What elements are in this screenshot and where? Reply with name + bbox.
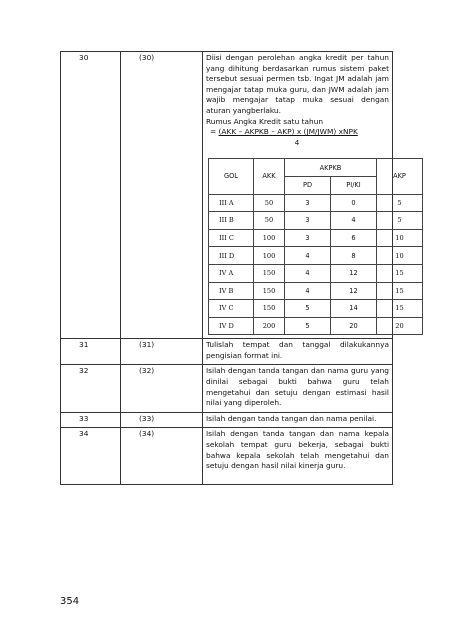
cell-pd: 3 [285, 212, 331, 230]
description-text: Diisi dengan perolehan angka kredit per tahun yang dihitung berdasarkan rumus sistem paket tersebut sesuai permen tsb. Ingat JM adalah jam mengajar tatap muka guru, dan JWM adalah jam wajib mengajar tatap muka sesuai dengan aturan yangberlaku. [206, 53, 389, 115]
cell-pi-ki: 6 [331, 229, 377, 247]
row-number: 32 [61, 365, 121, 412]
table-row [209, 317, 423, 335]
cell-pi-ki: 12 [331, 282, 377, 300]
row-description: Isilah dengan tanda tangan dan nama guru yang dinilai sebagai bukti bahwa guru telah mengetahui dan setuju dengan estimasi hasil nilai yang diperoleh. [203, 365, 393, 412]
row-number: 34 [61, 428, 121, 485]
cell-pd: 3 [285, 229, 331, 247]
cell-akk: 150 [254, 282, 285, 300]
cell-pi-ki: 20 [331, 317, 377, 335]
table-row [209, 194, 423, 212]
formula-numerator: (AKK – AKPKB – AKP) x (JM/JWM) xNPK [218, 127, 358, 137]
cell-gol: IV B [209, 282, 254, 300]
table-row [209, 282, 423, 300]
row-description [203, 52, 406, 339]
formula [210, 127, 389, 138]
angka-kredit-table [208, 158, 423, 335]
cell-akk: 100 [254, 229, 285, 247]
row-reference: (33) [121, 412, 203, 428]
row-reference: (32) [121, 365, 203, 412]
cell-akp: 15 [377, 264, 423, 282]
table-row [61, 339, 393, 365]
header-pi-ki: PI/KI [331, 176, 377, 194]
row-description: Isilah dengan tanda tangan dan nama penilai. [203, 412, 393, 428]
table-row [209, 247, 423, 265]
cell-pi-ki: 8 [331, 247, 377, 265]
header-akk: AKK [254, 159, 285, 194]
header-row [209, 159, 423, 177]
cell-akk: 200 [254, 317, 285, 335]
cell-gol: III C [209, 229, 254, 247]
cell-akp: 10 [377, 229, 423, 247]
cell-akk: 150 [254, 264, 285, 282]
header-pd: PD [285, 176, 331, 194]
cell-akk: 150 [254, 300, 285, 318]
row-description: Isilah dengan tanda tangan dan nama kepala sekolah tempat guru bekerja, sebagai bukti bahwa kepala sekolah telah mengetahui dan setuju dengan hasil nilai kinerja guru. [203, 428, 393, 485]
cell-akk: 100 [254, 247, 285, 265]
instruction-sheet [60, 51, 406, 485]
header-akp: AKP [377, 159, 423, 194]
cell-gol: III B [209, 212, 254, 230]
cell-akp: 15 [377, 300, 423, 318]
cell-pi-ki: 0 [331, 194, 377, 212]
row-reference: (31) [121, 339, 203, 365]
cell-akp: 5 [377, 194, 423, 212]
row-number: 30 [61, 52, 121, 339]
cell-pi-ki: 4 [331, 212, 377, 230]
cell-gol: III D [209, 247, 254, 265]
instruction-table [60, 51, 406, 485]
cell-akk: 50 [254, 194, 285, 212]
cell-pd: 5 [285, 300, 331, 318]
cell-akk: 50 [254, 212, 285, 230]
cell-pi-ki: 14 [331, 300, 377, 318]
table-row [61, 52, 393, 339]
header-akpkb: AKPKB [285, 159, 377, 177]
formula-denominator: 4 [294, 137, 300, 147]
cell-akp: 20 [377, 317, 423, 335]
table-row [61, 412, 393, 428]
row-description: Tulislah tempat dan tanggal dilakukannya pengisian format ini. [203, 339, 393, 365]
cell-gol: IV C [209, 300, 254, 318]
cell-akp: 10 [377, 247, 423, 265]
table-row [209, 264, 423, 282]
row-number: 33 [61, 412, 121, 428]
cell-akp: 5 [377, 212, 423, 230]
cell-gol: III A [209, 194, 254, 212]
table-row [209, 229, 423, 247]
page-number: 354 [60, 596, 80, 607]
formula-title: Rumus Angka Kredit satu tahun [206, 116, 324, 126]
cell-gol: IV A [209, 264, 254, 282]
cell-pd: 4 [285, 264, 331, 282]
cell-gol: IV D [209, 317, 254, 335]
header-gol: GOL [209, 159, 254, 194]
table-row [209, 300, 423, 318]
row-reference: (30) [121, 52, 203, 339]
table-row [61, 365, 393, 412]
row-number: 31 [61, 339, 121, 365]
cell-pd: 4 [285, 247, 331, 265]
row-reference: (34) [121, 428, 203, 485]
formula-prefix: = [210, 127, 219, 137]
table-row [61, 428, 393, 485]
cell-akp: 15 [377, 282, 423, 300]
cell-pd: 3 [285, 194, 331, 212]
cell-pd: 5 [285, 317, 331, 335]
cell-pi-ki: 12 [331, 264, 377, 282]
cell-pd: 4 [285, 282, 331, 300]
table-row [209, 212, 423, 230]
